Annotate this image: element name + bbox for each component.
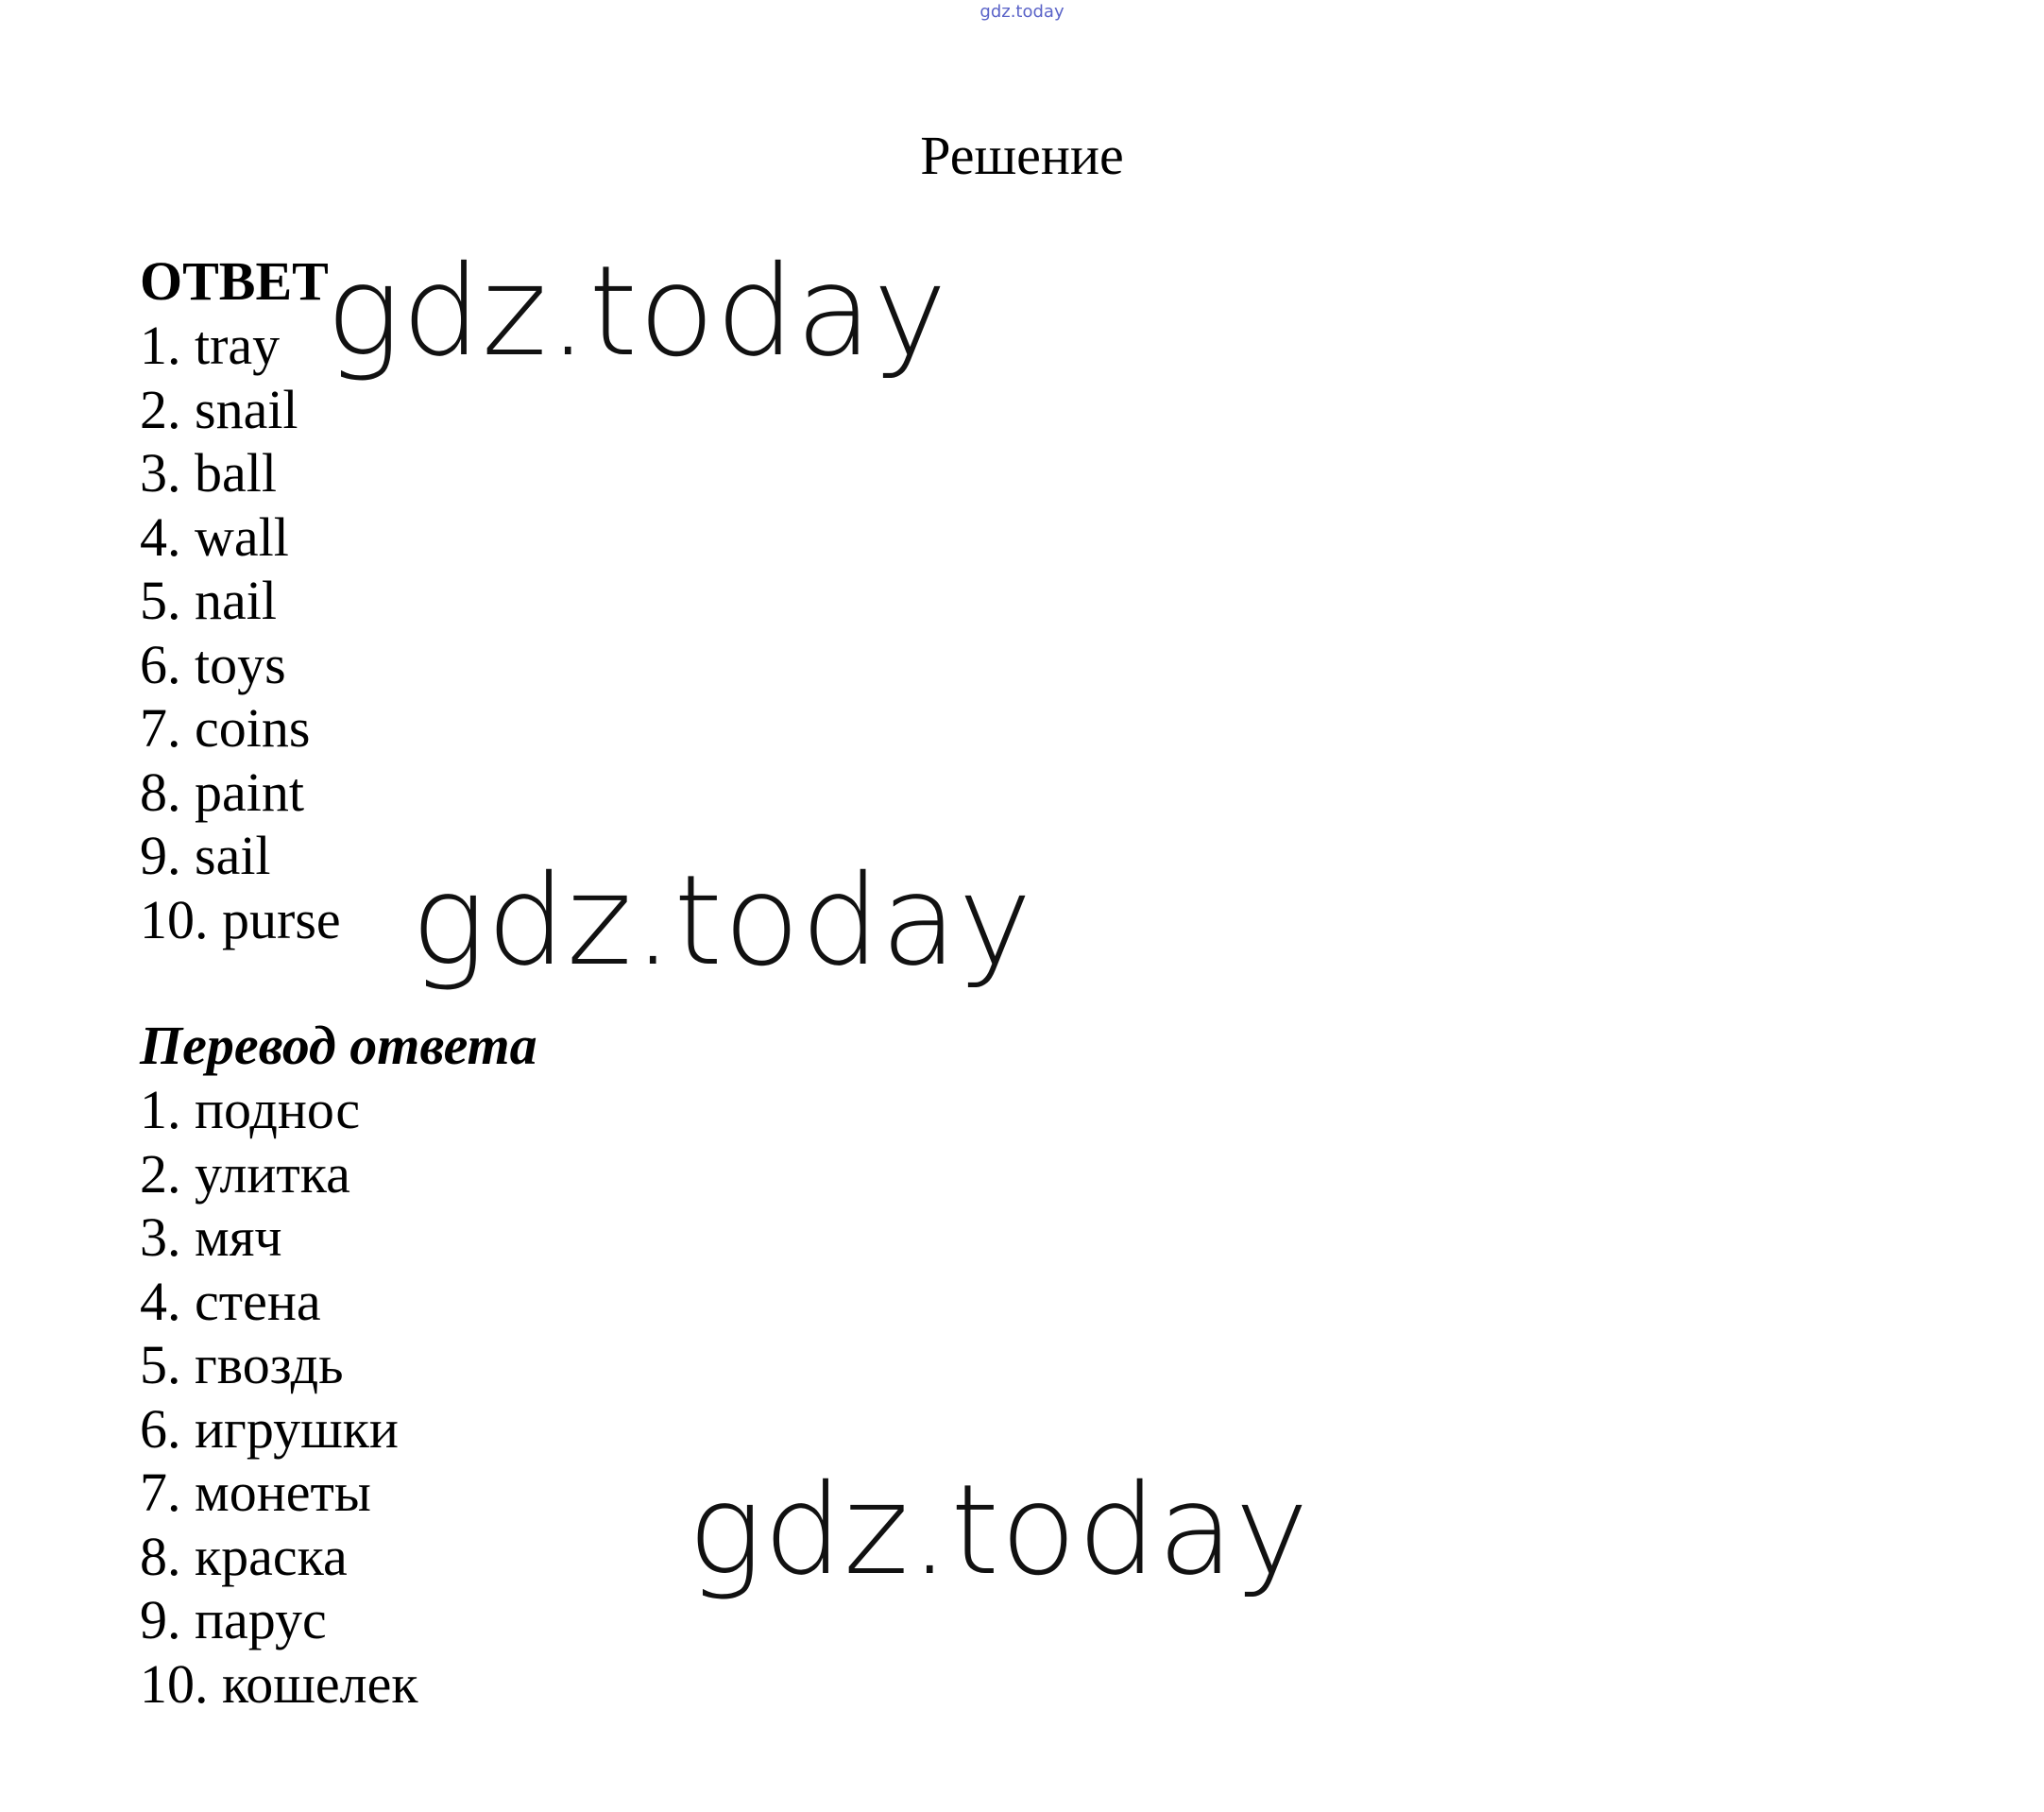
translation-item: 4. стена <box>140 1270 321 1332</box>
translation-item: 1. поднос <box>140 1079 361 1140</box>
watermark: gdz.today <box>411 848 1033 994</box>
translation-item: 5. гвоздь <box>140 1334 344 1395</box>
watermark: gdz.today <box>326 239 948 385</box>
translation-list <box>140 1078 537 1716</box>
answer-item: 8. paint <box>140 761 304 823</box>
answer-item: 9. sail <box>140 825 271 886</box>
translation-item: 9. парус <box>140 1589 327 1650</box>
watermark: gdz.today <box>688 1458 1310 1603</box>
answer-item: 5. nail <box>140 570 277 631</box>
translation-item: 8. краска <box>140 1525 348 1587</box>
translation-item: 10. кошелек <box>140 1652 418 1715</box>
answer-heading: ОТВЕТ <box>140 250 329 312</box>
answer-list <box>140 314 341 951</box>
answer-item: 7. coins <box>140 697 311 759</box>
translation-item: 3. мяч <box>140 1206 282 1268</box>
answer-item: 2. snail <box>140 378 298 440</box>
site-watermark-top: gdz.today <box>979 2 1065 22</box>
translation-section <box>140 1014 537 1716</box>
translation-item: 6. игрушки <box>140 1397 399 1460</box>
answer-section <box>140 249 341 951</box>
translation-item: 2. улитка <box>140 1142 350 1205</box>
answer-item: 10. purse <box>140 888 341 950</box>
answer-item: 4. wall <box>140 505 289 568</box>
page-title: Решение <box>920 125 1124 186</box>
translation-heading: Перевод ответа <box>140 1015 537 1076</box>
translation-item: 7. монеты <box>140 1462 371 1523</box>
answer-item: 3. ball <box>140 442 277 504</box>
answer-item: 1. tray <box>140 315 281 376</box>
answer-item: 6. toys <box>140 633 286 695</box>
